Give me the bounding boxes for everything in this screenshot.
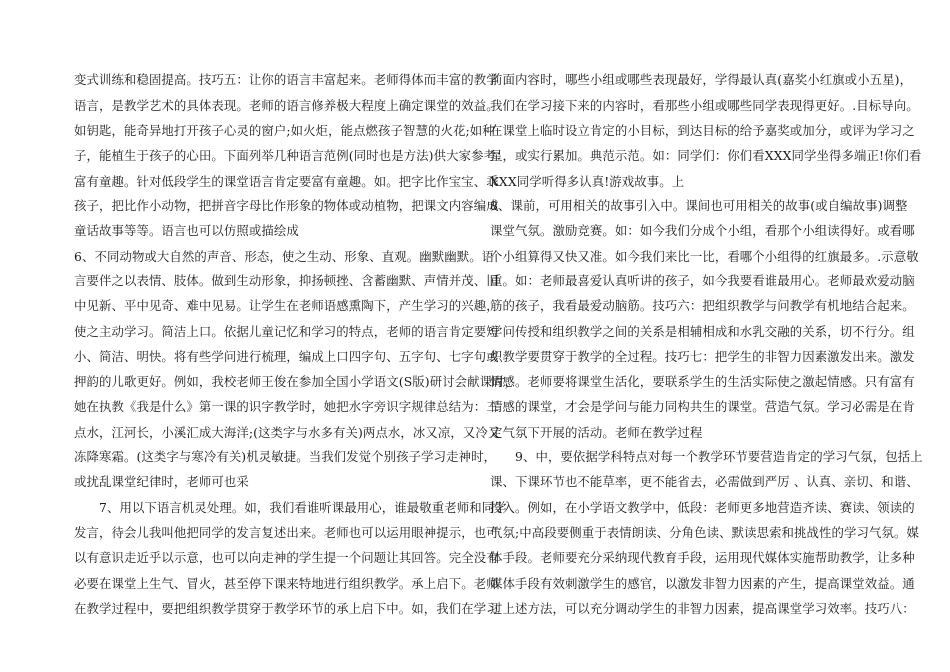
text-line: 定气氛下开展的活动。老师在教学过程 [490,425,703,440]
text-line: 小、简洁、明快。将有些学问进行梳理，编成上口四字句、五字句、七字句或 [74,349,499,364]
text-line: 课、下课环节也不能草率，更不能省去，必需做到严厉 、认真、亲切、和谐、 [490,474,919,489]
text-line: 如钥匙，能奇异地打开孩子心灵的窗户;如火炬，能点燃孩子智慧的火花;如种 [74,123,495,138]
text-line: 使之主动学习。简洁上口。依据儿童记忆和学习的特点，老师的语言肯定要短 [74,324,499,339]
text-line: 她在执教《我是什么》第一课的识字教学时，她把水字旁识字规律总结为：三 [74,399,499,414]
text-line: XXX同学听得多认真!游戏故事。上 [490,174,685,189]
text-line: 押韵的儿歌更好。例如，我校老师王俊在参加全国小学语文(S版)研讨会献课时， [74,374,518,389]
text-line: 发言，待会儿我叫他把同学的发言复述出来。老师也可以运用眼神提示，也可 [74,525,499,540]
text-line: 冻降寒霜。(这类字与寒冷有关)机灵敏捷。当我们发觉个别孩子学习走神时， [74,449,497,464]
text-line: 过上述方法，可以充分调动学生的非智力因素，提高课堂学习效率。技巧八： [490,601,915,616]
text-line: 9、中，要依据学科特点对每一个教学环节要营造肯定的学习气氛，包括上 [490,449,923,464]
text-line: 情感的课堂，才会是学问与能力同构共生的课堂。营造气氛。学习必需是在肯 [490,399,915,414]
text-line: 6、不同动物或大自然的声音、形态，使之生动、形象、直观。幽默幽默。语 [74,249,495,264]
text-line: 星，或实行累加。典范示范。如：同学们：你们看XXX同学坐得多端正!你们看 [490,148,922,163]
text-line: 气氛;中高段要侧重于表情朗读、分角色读、默读思索和挑战性的学习气氛。媒 [490,525,919,540]
text-line: 变式训练和稳固提高。技巧五：让你的语言丰富起来。老师得体而丰富的教学 [74,72,499,87]
text-line: 以有意识走近乎以示意，也可以向走神的学生提一个问题让其回答。完全没有 [74,550,499,565]
text-line: 在课堂上临时设立肯定的小目标，到达目标的给予嘉奖或加分，或评为学习之 [490,123,915,138]
text-line: 孩子，把比作小动物，把拼音字母比作形象的物体或动植物，把课文内容编成 [74,198,499,213]
text-line: 或扰乱课堂纪律时，老师可也采 [74,474,249,489]
text-line: 我们在学习接下来的内容时，看那些小组或哪些同学表现得更好。.目标导向。 [490,98,919,113]
text-line: 必要在课堂上生气、冒火，甚至停下课来特地进行组织教学。承上启下。老师 [74,576,499,591]
text-line: 重。如：老师最喜爱认真听讲的孩子，如今我要看谁最用心。老师最欢爱动脑 [490,273,915,288]
text-line: 媒体手段有效刺激学生的感官，以激发非智力因素的产生，提高课堂效益。通 [490,576,915,591]
text-line: 织教学要贯穿于教学的全过程。技巧七：把学生的非智力因素激发出来。激发 [490,349,915,364]
text-line: 言要伴之以表情、肢体。做到生动形象，抑扬顿挫、含蓄幽默、声情并茂、旧 [74,273,499,288]
text-line: 情感。老师要将课堂生活化，要联系学生的生活实际使之激起情感。只有富有 [490,374,915,389]
text-line: 童话故事等等。语言也可以仿照或描绘成 [74,223,299,238]
text-line: 筋的孩子，我看最爱动脑筋。技巧六：把组织教学与问教学有机地结合起来。 [490,298,915,313]
text-line: 语言，是教学艺术的具体表现。老师的语言修养极大程度上确定课堂的效益。 [74,98,499,113]
text-line: 中见新、平中见奇、难中见易。让学生在老师语感熏陶下，产生学习的兴趣， [74,298,499,313]
text-line: 投入。例如，在小学语文教学中，低段：老师更多地营造齐读、赛读、领读的 [490,500,915,515]
text-line: 体手段。老师要充分采纳现代教育手段，运用现代媒体实施帮助教学，让多种 [490,550,915,565]
text-line: 前面内容时，哪些小组或哪些表现最好，学得最认真(嘉奖小红旗或小五星)， [490,72,913,87]
text-line: 富有童趣。针对低段学生的课堂语言肯定要富有童趣。如。把字比作宝宝、乖 [74,174,499,189]
text-line: 个小组算得又快又准。如今我们来比一比，看哪个小组得的红旗最多。.示意敬 [490,249,919,264]
text-line: 学问传授和组织教学之间的关系是相辅相成和水乳交融的关系，切不行分。组 [490,324,915,339]
text-line: 课堂气氛。激励竞赛。如：如今我们分成个小组，看那个小组读得好。或看哪 [490,223,915,238]
text-line: 7、用以下语言机灵处理。如，我们看谁听课最用心，谁最敬重老师和同学 [74,500,507,515]
text-line: 8、课前，可用相关的故事引入中。课间也可用相关的故事(或自编故事)调整 [490,198,908,213]
text-line: 子，能植生于孩子的心田。下面列举几种语言范例(同时也是方法)供大家参考： [74,148,509,163]
text-line: 在教学过程中，要把组织教学贯穿于教学环节的承上启下中。如，我们在学习 [74,601,499,616]
text-line: 点水，江河长，小溪汇成大海洋;(这类字与水多有关)两点水，冰又凉，又冷又 [74,425,501,440]
